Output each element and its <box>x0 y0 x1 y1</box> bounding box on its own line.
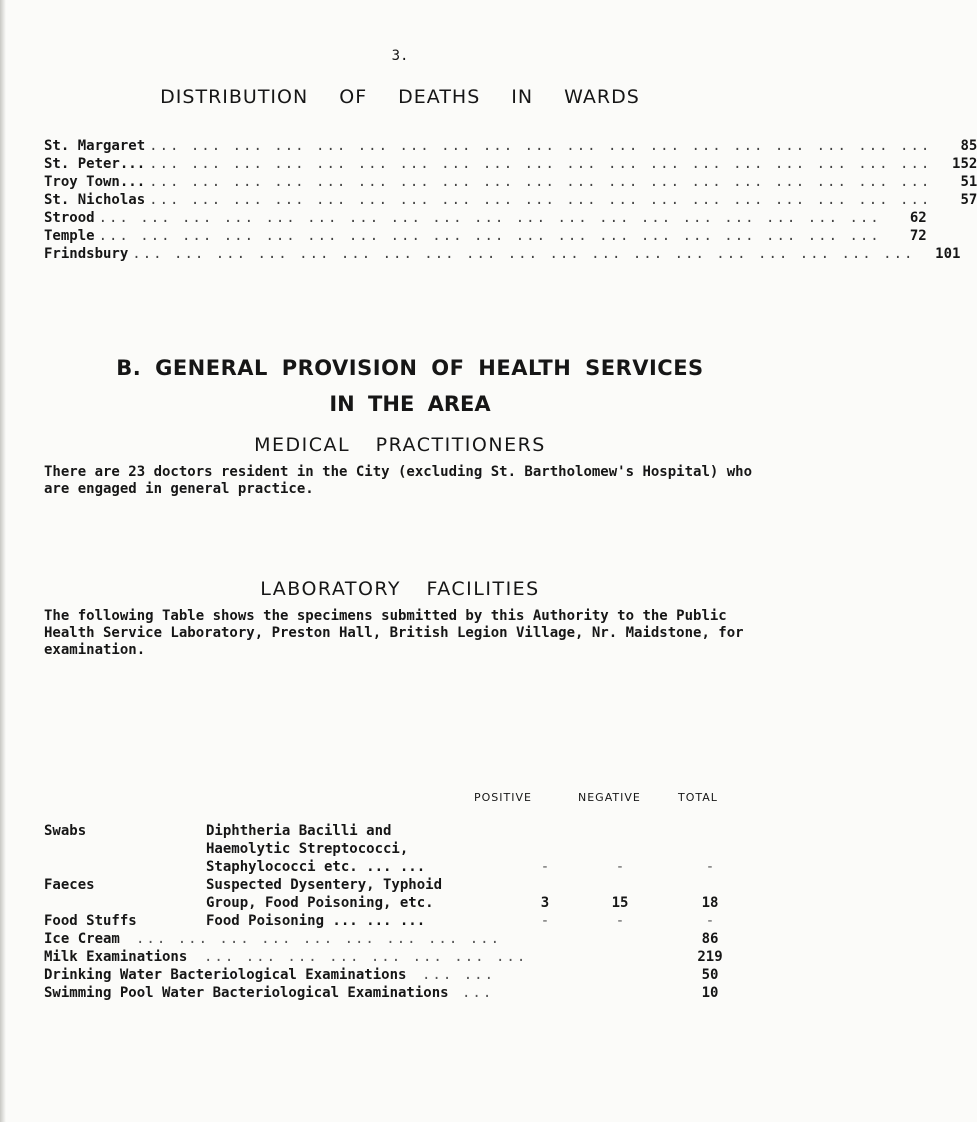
ward-deaths-list <box>44 138 977 264</box>
section-b-heading-line2: IN THE AREA <box>329 392 491 416</box>
positive-value: - <box>540 859 550 875</box>
dot-leader: ... ... ... ... ... ... ... ... ... ... ... ... ... ... ... ... ... ... ... <box>98 210 881 226</box>
laboratory-facilities-text: The following Table shows the specimens submitted by this Authority to the Public Health Service Laboratory, Preston Hall, British Legion Village, Nr. Maidstone, for examination. <box>44 608 744 658</box>
ward-row <box>44 174 977 192</box>
dot-leader: ... ... ... ... ... ... ... ... ... ... ... ... ... ... ... ... ... ... ... <box>149 192 932 208</box>
total-value: 18 <box>701 895 719 911</box>
total-value: 50 <box>701 967 719 983</box>
ward-name: St. Peter... <box>44 156 146 172</box>
dot-leader: ... ... ... ... ... ... ... ... <box>204 949 528 965</box>
ward-name: St. Nicholas <box>44 192 146 208</box>
ward-count: 51 <box>960 174 977 190</box>
category-label: Swabs <box>44 823 87 839</box>
distribution-heading: DISTRIBUTION OF DEATHS IN WARDS <box>160 86 640 108</box>
row-label: Drinking Water Bacteriological Examinations <box>44 967 407 983</box>
ward-count: 85 <box>960 138 977 154</box>
table-row <box>44 823 764 841</box>
ward-name: Temple <box>44 228 95 244</box>
table-row <box>44 895 764 913</box>
description-line: Diphtheria Bacilli and <box>206 823 392 839</box>
specimen-table <box>44 823 764 1003</box>
column-header-negative: NEGATIVE <box>578 791 641 804</box>
dot-leader: ... ... ... ... ... ... ... ... ... ... ... ... ... ... ... ... ... ... ... <box>149 156 932 172</box>
total-value: 10 <box>701 985 719 1001</box>
table-row <box>44 985 764 1003</box>
description-line: Staphylococci etc. ... ... <box>206 859 426 875</box>
medical-practitioners-text: There are 23 doctors resident in the City (excluding St. Bartholomew's Hospital) who are engaged in general practice. <box>44 464 753 497</box>
row-label: Ice Cream <box>44 931 120 947</box>
total-value: - <box>705 859 715 875</box>
scan-edge-shadow <box>0 0 6 1122</box>
ward-count: 101 <box>935 246 961 262</box>
dot-leader: ... ... ... ... ... ... ... ... ... ... ... ... ... ... ... ... ... ... ... <box>98 228 881 244</box>
positive-value: 3 <box>540 895 550 911</box>
ward-row <box>44 246 961 264</box>
table-row <box>44 913 764 931</box>
negative-value: - <box>615 913 625 929</box>
row-label: Swimming Pool Water Bacteriological Examinations <box>44 985 449 1001</box>
laboratory-facilities-heading: LABORATORY FACILITIES <box>260 578 540 600</box>
ward-count: 152 <box>952 156 977 172</box>
category-label: Food Stuffs <box>44 913 137 929</box>
table-row <box>44 877 764 895</box>
description-line: Haemolytic Streptococci, <box>206 841 409 857</box>
dot-leader: ... ... ... ... ... ... ... ... ... ... ... ... ... ... ... ... ... ... ... <box>132 246 915 262</box>
description-line: Group, Food Poisoning, etc. <box>206 895 434 911</box>
positive-value: - <box>540 913 550 929</box>
total-value: 219 <box>697 949 723 965</box>
negative-value: - <box>615 859 625 875</box>
ward-row <box>44 228 927 246</box>
table-row <box>44 859 764 877</box>
column-header-total: TOTAL <box>678 791 718 804</box>
ward-count: 57 <box>960 192 977 208</box>
ward-row <box>44 138 977 156</box>
ward-count: 72 <box>909 228 927 244</box>
ward-name: Strood <box>44 210 95 226</box>
table-row <box>44 967 764 985</box>
description-line: Suspected Dysentery, Typhoid <box>206 877 443 893</box>
total-value: - <box>705 913 715 929</box>
category-label: Faeces <box>44 877 95 893</box>
medical-practitioners-heading: MEDICAL PRACTITIONERS <box>254 434 546 456</box>
ward-row <box>44 156 977 174</box>
ward-name: St. Margaret <box>44 138 146 154</box>
column-header-positive: POSITIVE <box>474 791 532 804</box>
ward-name: Troy Town... <box>44 174 146 190</box>
page-number: 3. <box>391 48 409 64</box>
ward-count: 62 <box>909 210 927 226</box>
ward-name: Frindsbury <box>44 246 129 262</box>
total-value: 86 <box>701 931 719 947</box>
dot-leader: ... ... <box>422 967 496 983</box>
description-line: Food Poisoning ... ... ... <box>206 913 426 929</box>
dot-leader: ... <box>462 985 494 1001</box>
table-row <box>44 931 764 949</box>
dot-leader: ... ... ... ... ... ... ... ... ... ... ... ... ... ... ... ... ... ... ... <box>149 138 932 154</box>
ward-row <box>44 210 927 228</box>
negative-value: 15 <box>611 895 629 911</box>
dot-leader: ... ... ... ... ... ... ... ... ... <box>136 931 502 947</box>
table-row <box>44 949 764 967</box>
section-b-heading: B. GENERAL PROVISION OF HEALTH SERVICES <box>116 356 704 380</box>
ward-row <box>44 192 977 210</box>
dot-leader: ... ... ... ... ... ... ... ... ... ... ... ... ... ... ... ... ... ... ... <box>149 174 932 190</box>
table-row <box>44 841 764 859</box>
row-label: Milk Examinations <box>44 949 188 965</box>
